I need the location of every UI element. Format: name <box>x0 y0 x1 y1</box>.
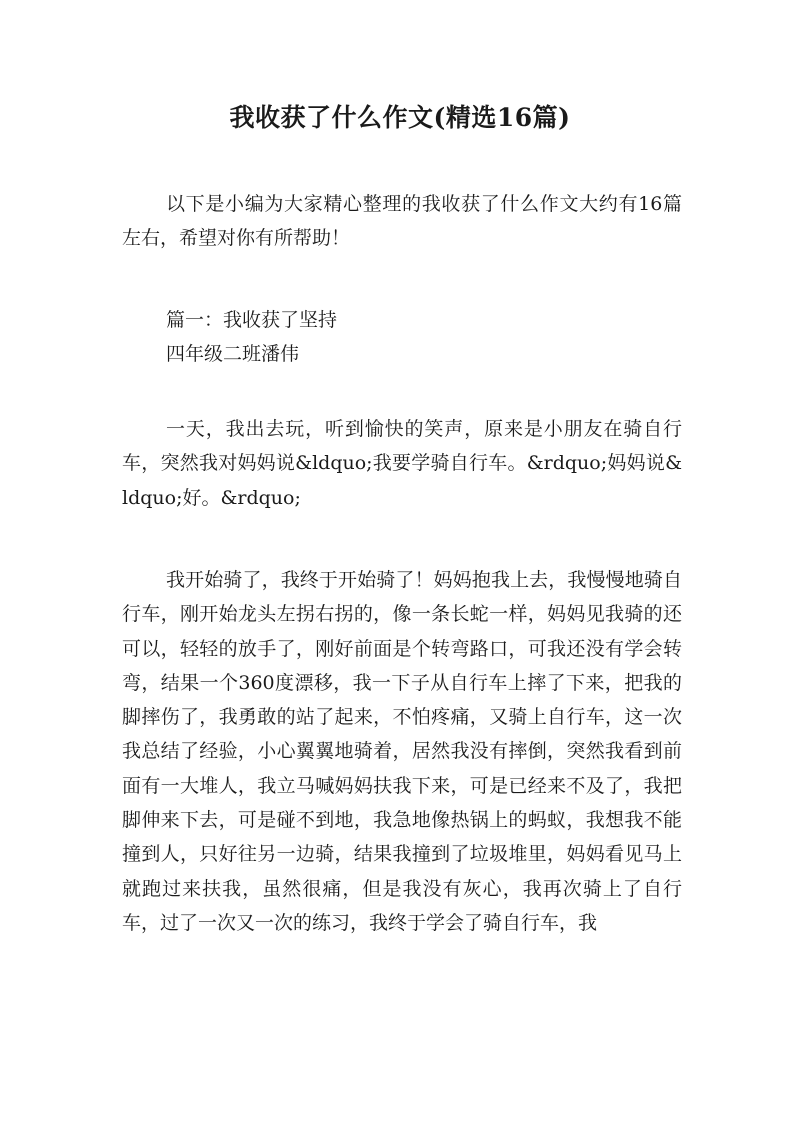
intro-paragraph: 以下是小编为大家精心整理的我收获了什么作文大约有16篇左右，希望对你有所帮助！ <box>122 193 682 250</box>
author-line: 四年级二班潘伟 <box>166 343 300 365</box>
document-title: 我收获了什么作文(精选16篇) <box>229 103 571 132</box>
body-paragraph: 我开始骑了，我终于开始骑了！妈妈抱我上去，我慢慢地骑自行车，刚开始龙头左拐右拐的，像一条长蛇一样，妈妈见我骑的还可以，轻轻的放手了，刚好前面是个转弯路口，可我还没有学会转弯，结果一个360度漂移，我一下子从自行车上摔了下来，把我的脚摔伤了，我勇敢的站了起来，不怕疼痛，又骑上自行车，这一次我总结了经验，小心翼翼地骑着，居然我没有摔倒，突然我看到前面有一大堆人，我立马喊妈妈扶我下来，可是已经来不及了，我把脚伸来下去，可是碰不到地，我急地像热锅上的蚂蚁，我想我不能撞到人，只好往另一边骑，结果我撞到了垃圾堆里，妈妈看见马上就跑过来扶我，虽然很痛，但是我没有灰心，我再次骑上了自行车，过了一次又一次的练习，我终于学会了骑自行车，我 <box>122 569 682 934</box>
body-paragraph: 一天，我出去玩，听到愉快的笑声，原来是小朋友在骑自行车，突然我对妈妈说&ldquo;我要学骑自行车。&rdquo;妈妈说&ldquo;好。&rdquo; <box>122 418 682 509</box>
section-heading: 篇一：我收获了坚持 <box>166 309 338 331</box>
